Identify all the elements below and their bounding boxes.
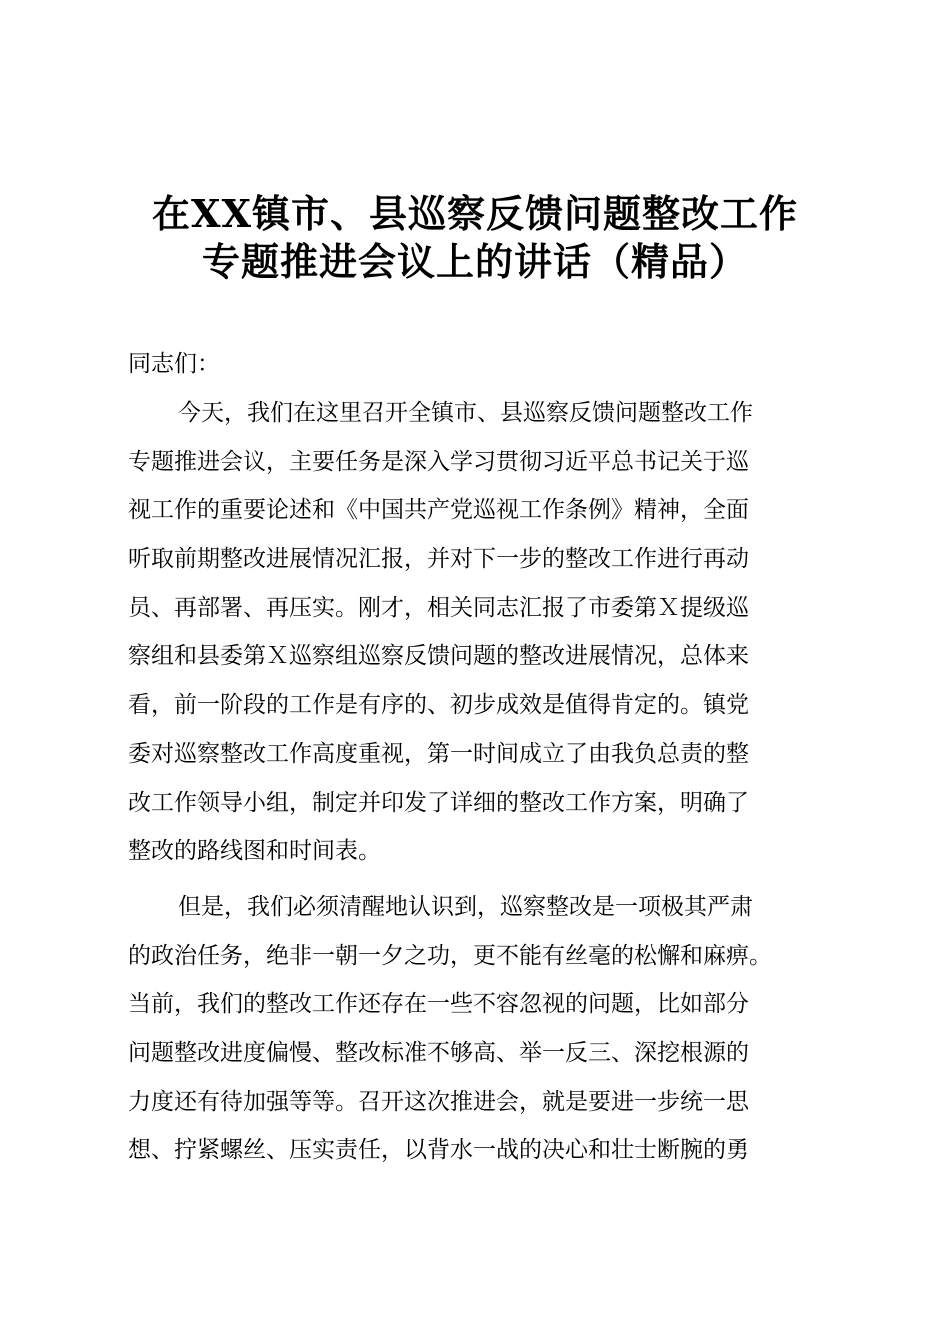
paragraph-line: 改工作领导小组，制定并印发了详细的整改工作方案，明确了 — [128, 789, 749, 816]
paragraph-line: 的政治任务，绝非一朝一夕之功，更不能有丝毫的松懈和麻痹。 — [128, 942, 772, 969]
paragraph-line: 力度还有待加强等等。召开这次推进会，就是要进一步统一思 — [128, 1088, 749, 1115]
paragraph-line: 问题整改进度偏慢、整改标准不够高、举一反三、深挖根源的 — [128, 1040, 749, 1067]
paragraph-line: 视工作的重要论述和《中国共产党巡视工作条例》精神，全面 — [128, 497, 749, 524]
paragraph-line: 整改的路线图和时间表。 — [128, 838, 381, 865]
paragraph-line: 看，前一阶段的工作是有序的、初步成效是值得肯定的。镇党 — [128, 692, 749, 719]
paragraph-1 — [128, 389, 828, 876]
paragraph-line: 察组和县委第Ｘ巡察组巡察反馈问题的整改进展情况，总体来 — [128, 643, 749, 670]
paragraph-2 — [128, 883, 828, 1175]
paragraph-line: 想、拧紧螺丝、压实责任，以背水一战的决心和壮士断腕的勇 — [128, 1137, 749, 1164]
paragraph-line: 员、再部署、再压实。刚才，相关同志汇报了市委第Ｘ提级巡 — [128, 594, 749, 621]
paragraph-line: 当前，我们的整改工作还存在一些不容忽视的问题，比如部分 — [128, 991, 749, 1018]
salutation: 同志们： — [128, 351, 220, 377]
paragraph-line: 委对巡察整改工作高度重视，第一时间成立了由我负总责的整 — [128, 740, 749, 767]
document-title-line-2: 专题推进会议上的讲话（精品） — [201, 239, 748, 284]
paragraph-line: 今天，我们在这里召开全镇市、县巡察反馈问题整改工作 — [178, 400, 753, 426]
paragraph-line: 听取前期整改进展情况汇报，并对下一步的整改工作进行再动 — [128, 546, 749, 573]
paragraph-line: 专题推进会议，主要任务是深入学习贯彻习近平总书记关于巡 — [128, 448, 749, 475]
document-title-line-1: 在XX镇市、县巡察反馈问题整改工作 — [152, 191, 798, 236]
paragraph-line: 但是，我们必须清醒地认识到，巡察整改是一项极其严肃 — [178, 894, 753, 920]
